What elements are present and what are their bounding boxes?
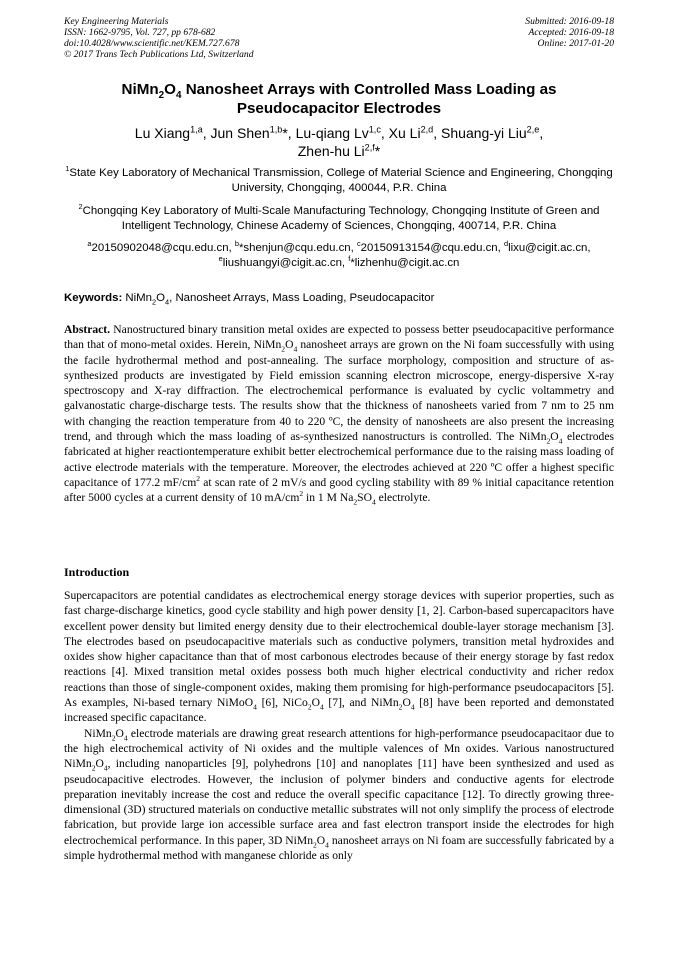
doi-line: doi:10.4028/www.scientific.net/KEM.727.678 bbox=[64, 38, 240, 49]
title-text: Nanosheet Arrays with Controlled Mass Loading as bbox=[181, 81, 557, 98]
abstract-label: Abstract. bbox=[64, 323, 111, 336]
affiliation-1: $^1$State Key Laboratory of Mechanical Transmission, College of Material Science and Engineering, Chongqing University, Chongqing, 400044, P.R. China bbox=[65, 164, 613, 194]
affiliation-2: $^2$Chongqing Key Laboratory of Multi-Scale Manufacturing Technology, Chongqing Institute of Green and Intelligent Technology, Chinese Academy of Sciences, Chongqing, 400714, P.R. China bbox=[78, 202, 600, 232]
title-text-line2: Pseudocapacitor Electrodes bbox=[236, 100, 442, 117]
email-link[interactable]: lixu@cigit.ac.cn, bbox=[508, 242, 591, 254]
submission-dates bbox=[525, 16, 614, 49]
intro-paragraph-1: Supercapacitors are potential candidates as electrochemical energy storage devices with superior properties, such as fast charge-discharge kinetics, good cycle stability and high power density [1, 2]. Carbon-based supercapacitors have excellent power density but limited energy density due to their electrochemical double-layer storage mechanism [3]. The electrodes based on pseudocapacitive materials such as conductive polymers, transition metal hydroxides and oxides show higher capacitance than that of most carbonous electrodes because of their energy storage by fast redox reactions [4]. Mixed transition metal oxides possess both much higher electrical conductivity and richer redox reactions than those of single-component oxides, making them promising for high-performance pseudocapacitors [5]. As examples, Ni-based ternary NiMoO$_4$ [6], $NiCo_2O_4$ [7], and $NiMn_2O_4$ [8] have been reported and demonstated increased specific capacitance. bbox=[64, 589, 614, 725]
journal-name: Key Engineering Materials bbox=[64, 16, 169, 27]
intro-paragraph-2: $NiMn_2O_4$ electrode materials are drawing great research attentions for high-performance pseudocapacitaor due to the high electrochemical activity of Ni oxides and the multiple valences of Mn oxides. Various nanostructured $NiMn_2O_4$, including nanoparticles [9], polyhedrons [10] and nanoplates [11] have been synthesized and used as pseudocapacitive electrodes. However, the inclusion of polymer binders and conductive agents for electrode preparation inevitably increase the cost and reduce the overall specific capacitance [12]. To directly growing three-dimensional (3D) structured materials on conductive metallic substrates will not only simplify the process of electrode fabrication, but provide large ion accessible surface area and fast electron transport inside the electrodes for high electrochemical performance. In this paper, 3D $NiMn_2O_4$ nanosheet arrays on Ni foam are successfully fabricated by a simple hydrothermal method with manganese chloride as only bbox=[64, 726, 615, 863]
title-subscript: 4 bbox=[175, 90, 182, 102]
journal-info bbox=[64, 16, 254, 60]
email-link[interactable]: 20150902048@cqu.edu.cn, bbox=[91, 242, 235, 254]
email-link[interactable]: liushuangyi@cigit.ac.cn, bbox=[222, 256, 349, 269]
introduction-body bbox=[64, 588, 614, 863]
email-link[interactable]: *shenjun@cqu.edu.cn, bbox=[238, 242, 357, 254]
author-list: Lu Xiang$^{1,a}$, Jun Shen$^{1,b}$*, Lu-qiang Lv$^{1,c}$, Xu Li$^{2,d}$, Shuang-yi Liu$^{2,e}$, Zhen-hu Li$^{2,f}$* bbox=[134, 124, 544, 159]
paper-title bbox=[64, 80, 614, 118]
email-link[interactable]: 20150913154@cqu.edu.cn, bbox=[360, 242, 504, 254]
accepted-date: Accepted: 2016-09-18 bbox=[528, 27, 614, 38]
author: Jun Shen$^{1,b}$* bbox=[210, 124, 288, 141]
author: Lu-qiang Lv$^{1,c}$ bbox=[295, 124, 381, 141]
email-link[interactable]: *lizhenhu@cigit.ac.cn bbox=[350, 256, 460, 269]
author: Shuang-yi Liu$^{2,e}$ bbox=[441, 124, 540, 141]
online-date: Online: 2017-01-20 bbox=[537, 38, 614, 49]
title-subscript: 2 bbox=[158, 90, 165, 102]
title-text: O bbox=[164, 81, 176, 98]
copyright-line: © 2017 Trans Tech Publications Ltd, Switzerland bbox=[64, 49, 254, 60]
abstract: Abstract. Nanostructured binary transition metal oxides are expected to possess better pseudocapacitive performance than that of mono-metal oxides. Herein, $NiMn_2O_4$ nanosheet arrays are grown on the Ni foam successfully with using the facile hydrothermal method and post-annealing. The surface morphology, composition and structure of as-synthesized products are investigated by Field emission scanning electron microscope, energy-dispersive X-ray spectroscopy and X-ray diffraction. The electrochemical performance is evaluated by cyclic voltammetry and galvanostatic charge-discharge tests. The results show that the thickness of nanosheets varied from 7 nm to 25 nm with changing the reaction temperature from 40 to 220 ºC, the density of nanosheets are also present the increasing trend, and through which the mass loading of as-synthesized nanostructurs is controlled. The $NiMn_2O_4$ electrodes fabricated at higher reactiontemperature exhibit better electrochemical performance due to the raising mass loading of active electrode materials with the temperature. Moreover, the electrodes achieved at 220 ºC offer a highest specific capacitance of 177.2 $mF/cm^2$ at scan rate of 2 mV/s and good cycling stability with 89 % initial capacitance retention after 5000 cycles at a current density of 10 $mA/cm^2$ in 1 M $Na_2SO_4$ electrolyte. bbox=[64, 323, 615, 507]
author: Lu Xiang$^{1,a}$ bbox=[134, 124, 203, 141]
section-heading-introduction: Introduction bbox=[64, 565, 130, 579]
author: Zhen-hu Li$^{2,f}$* bbox=[297, 142, 381, 159]
keywords: Keywords: $NiMn_2O_4$, Nanosheet Arrays, Mass Loading, Pseudocapacitor bbox=[64, 292, 435, 307]
email-list: $^a$20150902048@cqu.edu.cn, $^b$*shenjun@cqu.edu.cn, $^c$20150913154@cqu.edu.cn, $^d$lixu@cigit.ac.cn, $^e$liushuangyi@cigit.ac.cn, $^f$*lizhenhu@cigit.ac.cn bbox=[87, 239, 591, 269]
submitted-date: Submitted: 2016-09-18 bbox=[525, 16, 614, 27]
title-text: NiMn bbox=[121, 81, 159, 98]
keywords-label: Keywords: bbox=[64, 292, 123, 304]
author: Xu Li$^{2,d}$ bbox=[388, 124, 434, 141]
issn-line: ISSN: 1662-9795, Vol. 727, pp 678-682 bbox=[64, 27, 216, 38]
